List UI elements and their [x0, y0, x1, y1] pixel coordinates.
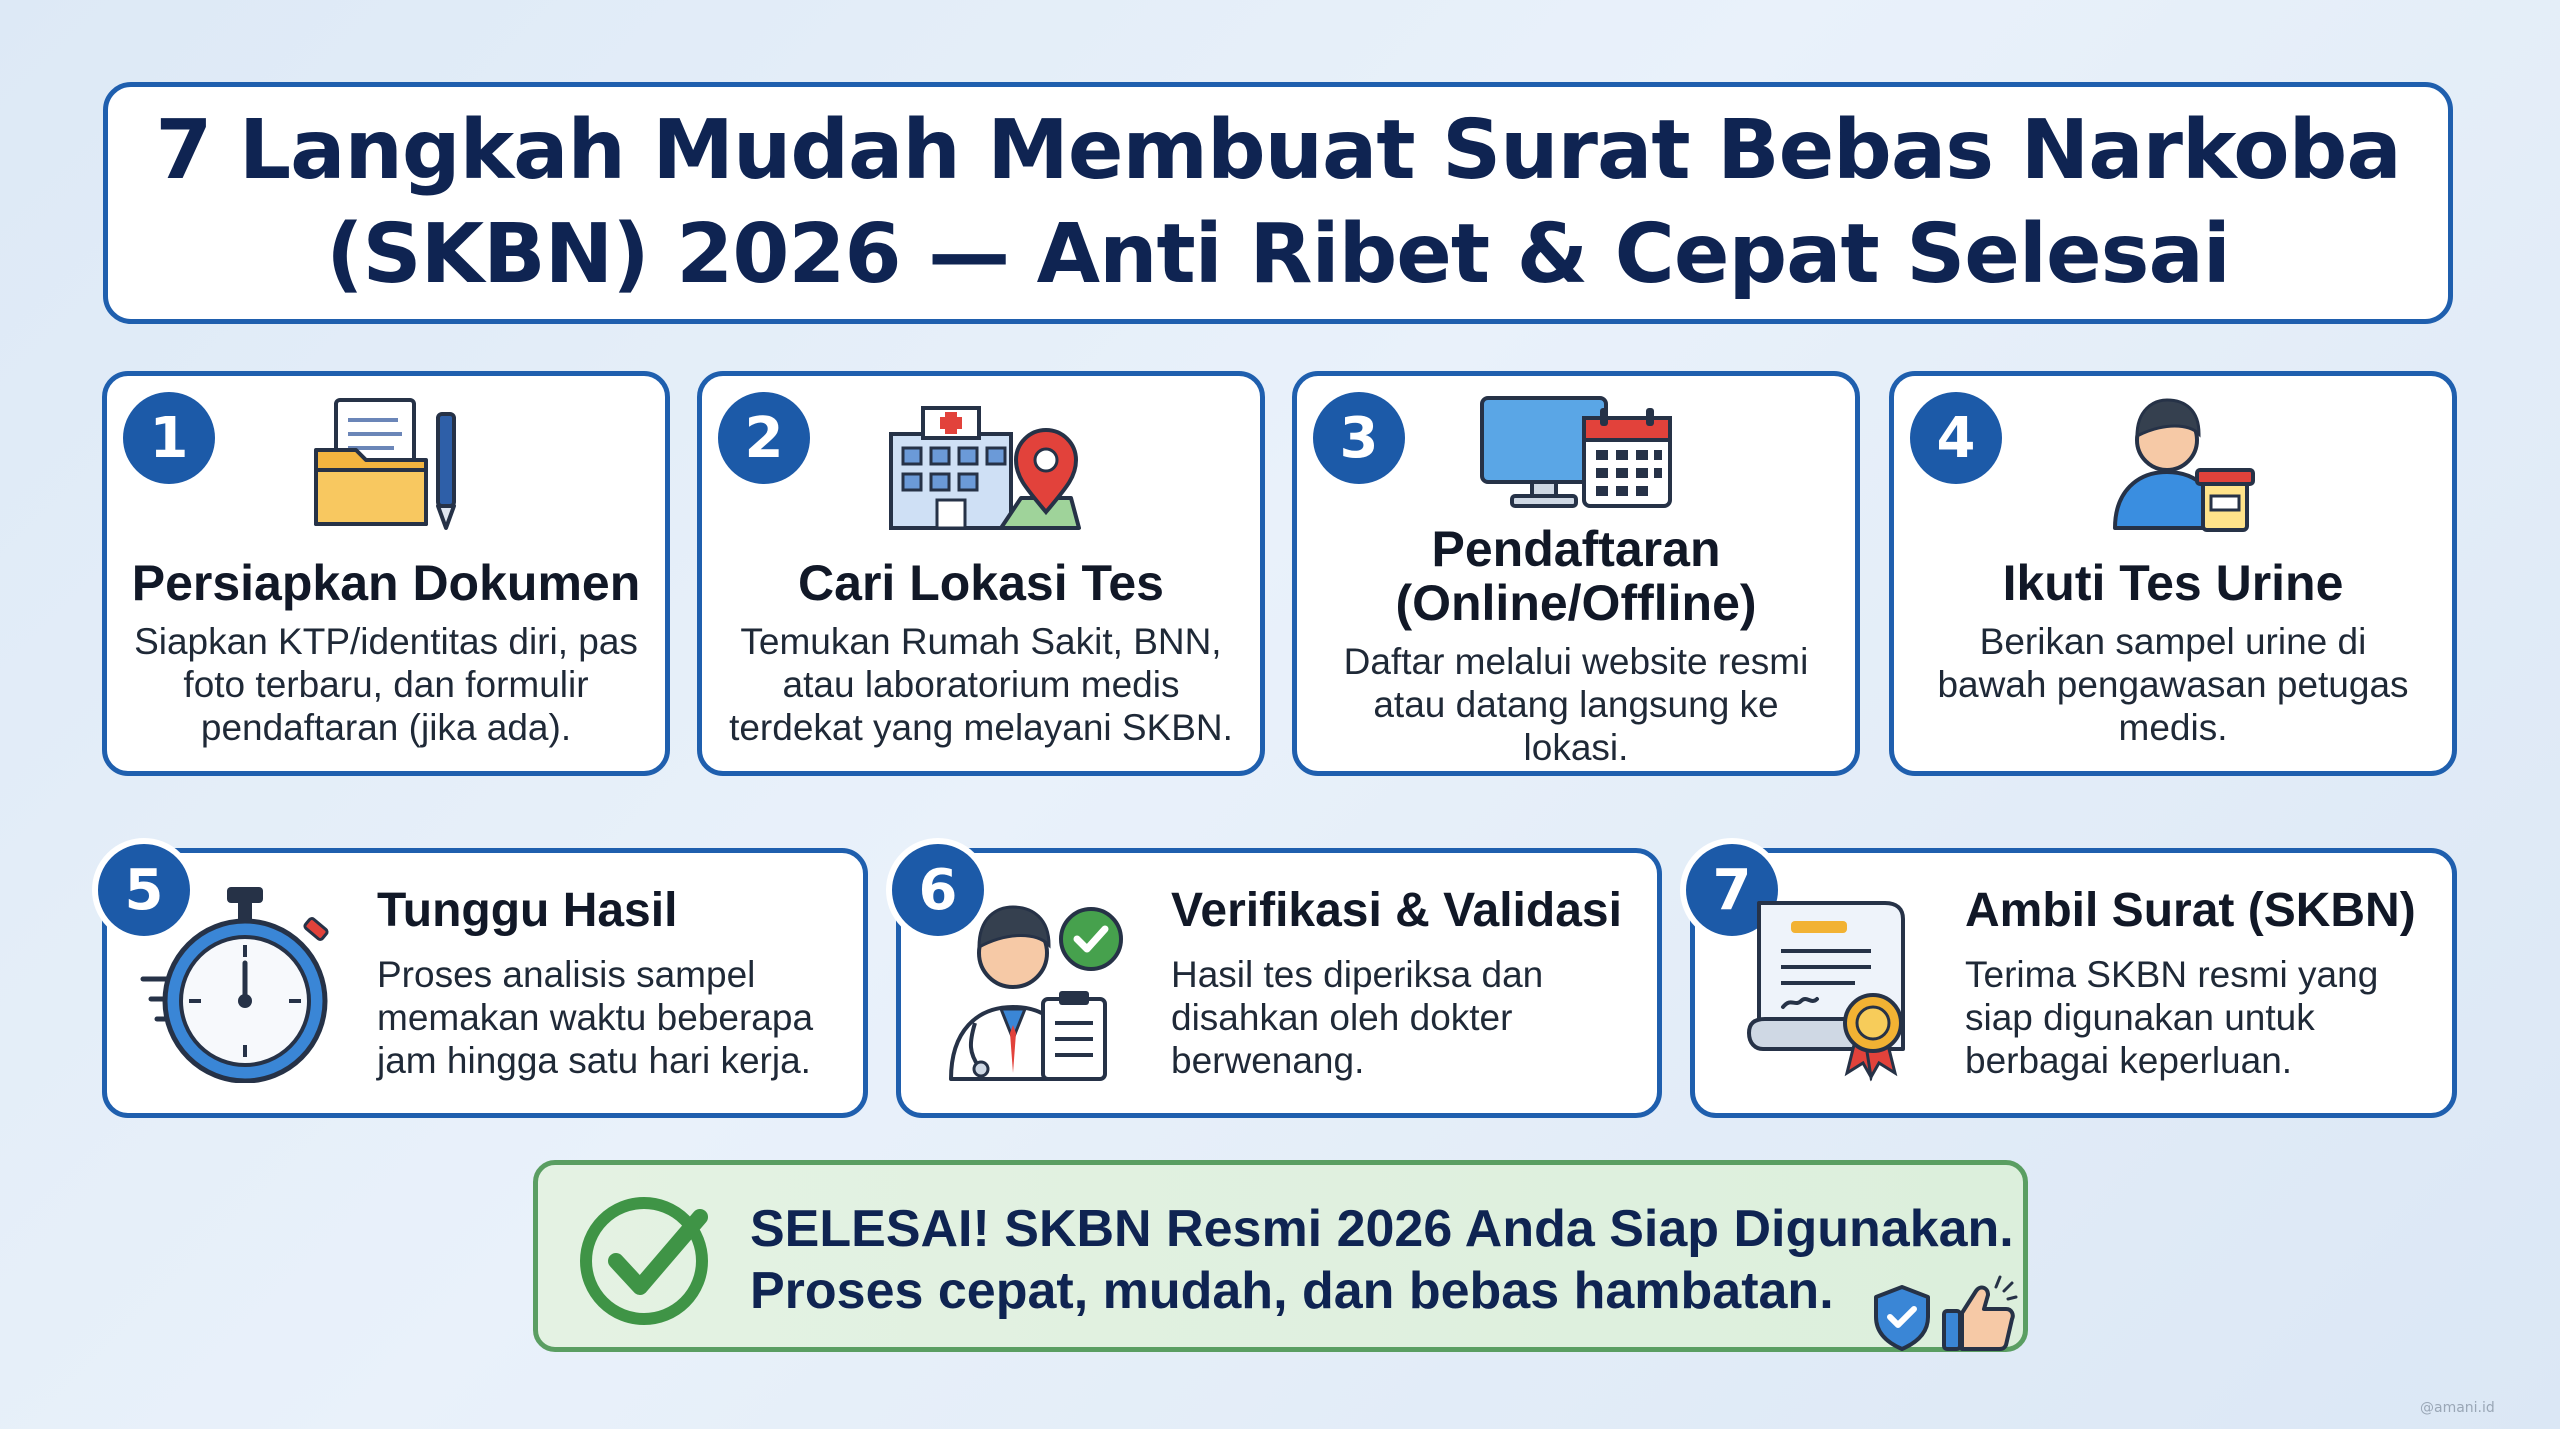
hospital-location-pin-icon	[881, 394, 1081, 534]
step-number-badge: 5	[92, 838, 196, 942]
step-card-7	[1690, 848, 2457, 1118]
step-number-badge: 6	[886, 838, 990, 942]
folder-document-pen-icon	[296, 394, 476, 534]
step-number-badge: 7	[1680, 838, 1784, 942]
monitor-calendar-icon	[1476, 392, 1676, 512]
thumbs-up-icon	[1940, 1273, 2020, 1353]
page-title-line-1: 7 Langkah Mudah Membuat Surat Bebas Narkoba	[155, 103, 2401, 198]
page-title-line-2: (SKBN) 2026 — Anti Ribet & Cepat Selesai	[326, 207, 2230, 302]
step-description: Daftar melalui website resmi atau datang langsung ke lokasi.	[1343, 641, 1809, 768]
step-card-2	[697, 371, 1265, 776]
step-title: Ambil Surat (SKBN)	[1965, 884, 2416, 937]
step-card-4	[1889, 371, 2457, 776]
step-description: Siapkan KTP/identitas diri, pas foto terbaru, dan formulir pendaftaran (jika ada).	[134, 621, 638, 748]
step-number-badge: 1	[123, 392, 215, 484]
step-description: Terima SKBN resmi yang siap digunakan untuk berbagai keperluan.	[1965, 954, 2379, 1081]
person-sample-cup-icon	[2083, 394, 2263, 534]
shield-check-icon	[1870, 1283, 1934, 1351]
step-card-5	[102, 848, 868, 1118]
step-number-badge: 4	[1910, 392, 2002, 484]
completion-headline: SELESAI! SKBN Resmi 2026 Anda Siap Digunakan.	[750, 1200, 2014, 1258]
step-description: Proses analisis sampel memakan waktu beberapa jam hingga satu hari kerja.	[377, 954, 814, 1081]
watermark: @amani.id	[2420, 1400, 2495, 1416]
step-title: Persiapkan Dokumen	[131, 555, 641, 611]
step-title: Tunggu Hasil	[377, 884, 678, 937]
title-banner	[103, 82, 2453, 324]
check-circle-icon	[578, 1187, 718, 1327]
step-title: Verifikasi & Validasi	[1171, 884, 1622, 937]
step-description: Hasil tes diperiksa dan disahkan oleh dokter berwenang.	[1171, 954, 1544, 1081]
step-card-1	[102, 371, 670, 776]
step-description: Temukan Rumah Sakit, BNN, atau laboratorium medis terdekat yang melayani SKBN.	[729, 621, 1233, 748]
completion-subline: Proses cepat, mudah, dan bebas hambatan.	[750, 1262, 1834, 1320]
step-title: Cari Lokasi Tes	[798, 555, 1164, 611]
completion-banner	[533, 1160, 2028, 1352]
certificate-medal-icon	[1725, 883, 1925, 1083]
step-title: Pendaftaran (Online/Offline)	[1395, 521, 1757, 631]
step-number-badge: 2	[718, 392, 810, 484]
step-description: Berikan sampel urine di bawah pengawasan petugas medis.	[1937, 621, 2409, 748]
step-number-badge: 3	[1313, 392, 1405, 484]
step-card-3	[1292, 371, 1860, 776]
stopwatch-icon	[137, 883, 337, 1083]
step-card-6	[896, 848, 1662, 1118]
doctor-clipboard-check-icon	[931, 883, 1131, 1083]
step-title: Ikuti Tes Urine	[2002, 555, 2344, 611]
